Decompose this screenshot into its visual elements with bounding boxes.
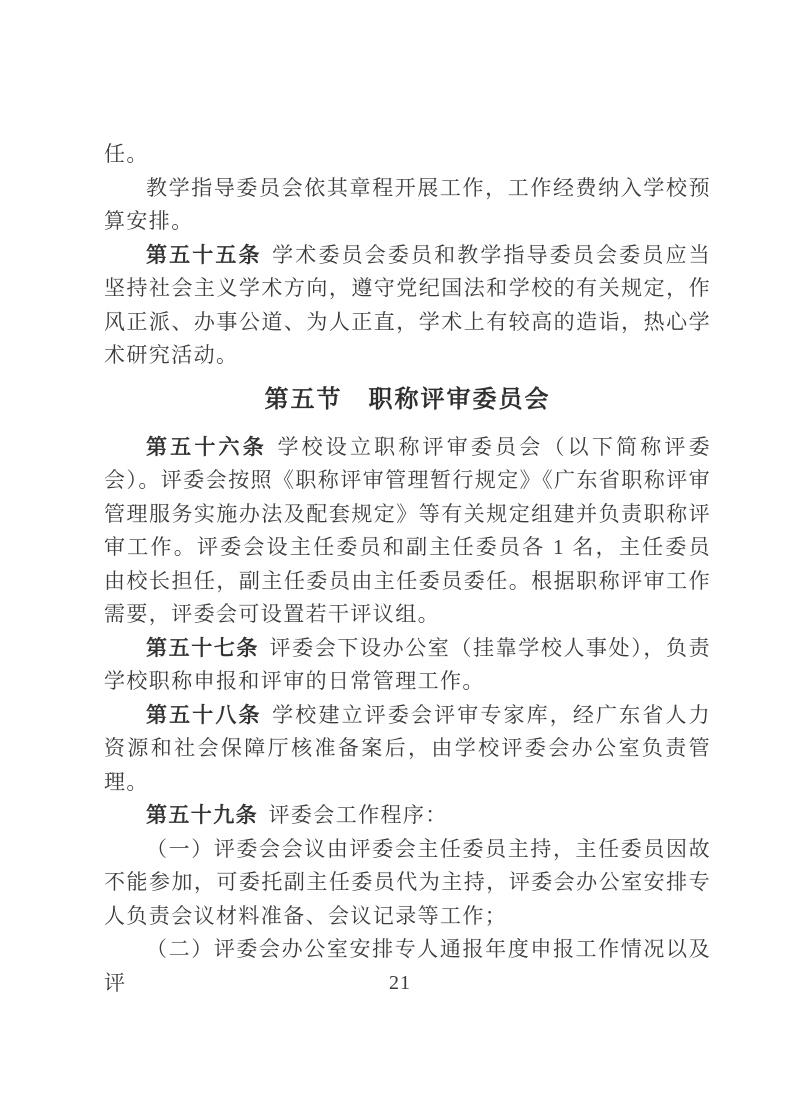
article-56-label: 第五十六条 [146,434,267,459]
procedure-item-1: （一）评委会会议由评委会主任委员主持，主任委员因故不能参加，可委托副主任委员代为主持，评委会办公室安排专人负责会议材料准备、会议记录等工作； [104,836,711,928]
article-57 [104,632,711,699]
article-57-label: 第五十七条 [146,635,260,660]
article-58 [104,699,711,800]
section-heading: 第五节 职称评审委员会 [264,386,551,413]
page-number: 21 [389,972,411,994]
article-55-text: 学术委员会委员和教学指导委员会委员应当坚持社会主义学术方向，遵守党纪国法和学校的有关规定，作风正派、办事公道、为人正直，学术上有较高的造诣，热心学术研究活动。 [104,242,711,367]
article-59 [104,799,711,833]
article-55-label: 第五十五条 [146,242,262,267]
paragraph-continuation: 任。 [104,142,149,166]
article-56-text: 学校设立职称评审委员会（以下简称评委会）。评委会按照《职称评审管理暂行规定》《广东省职称评审管理服务实施办法及配套规定》等有关规定组建并负责职称评审工作。评委会设主任委员和副主任委员各 1 名，主任委员由校长担任，副主任委员由主任委员委任。根据职称评审工作需要，评委会可设置若干评议组。 [104,434,712,626]
paragraph-teaching-committee: 教学指导委员会依其章程开展工作，工作经费纳入学校预算安排。 [104,175,711,233]
article-59-text: 评委会工作程序： [268,803,448,827]
document-body [104,138,711,1000]
article-57-text: 评委会下设办公室（挂靠学校人事处），负责学校职称申报和评审的日常管理工作。 [104,635,712,693]
article-56 [104,431,711,632]
procedure-item-2: （二）评委会办公室安排专人通报年度申报工作情况以及评 [104,937,711,995]
article-58-label: 第五十八条 [146,702,262,727]
article-59-label: 第五十九条 [146,803,258,827]
article-55 [104,239,711,373]
article-58-text: 学校建立评委会评审专家库，经广东省人力资源和社会保障厅核准备案后，由学校评委会办公室负责管理。 [104,702,711,794]
